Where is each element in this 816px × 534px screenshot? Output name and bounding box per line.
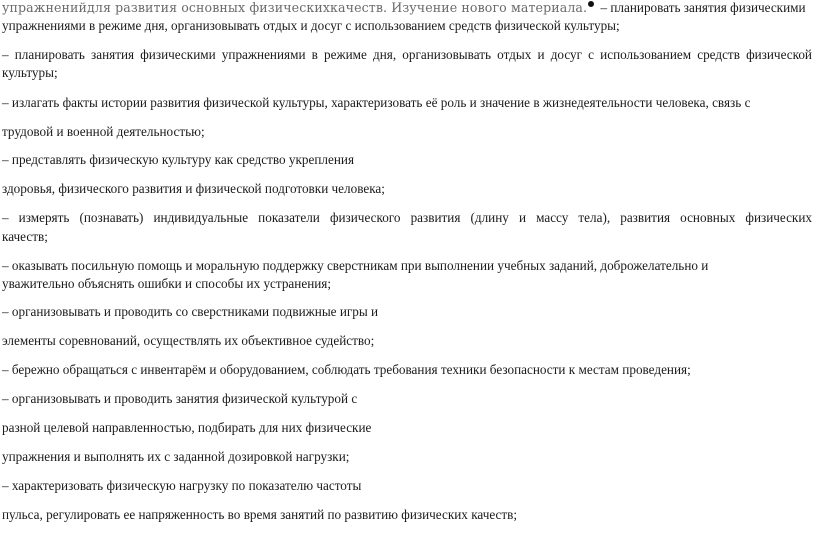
text-line: упражнениями в режиме дня, организовывать отдых и досуг с использованием средств физической культуры;: [2, 18, 620, 33]
text-line: [2, 47, 812, 63]
text-line: пульса, регулировать ее напряженность во время занятий по развитию физических качеств;: [2, 507, 518, 522]
text-line: разной целевой направленностью, подбирать для них физические: [2, 420, 372, 435]
bullet-icon: [588, 1, 594, 7]
text-line: – бережно обращаться с инвентарём и оборудованием, соблюдать требования техники безопасности к местам проведения;: [2, 362, 691, 377]
text-line: – излагать факты истории развития физической культуры, характеризовать её роль и значение в жизнедеятельности человека, связь с: [2, 95, 751, 110]
heading-line: [2, 0, 806, 16]
text-line: – организовывать и проводить со сверстниками подвижные игры и: [2, 304, 379, 319]
line-text: – планировать занятия физическими: [597, 0, 806, 15]
text-line: – характеризовать физическую нагрузку по показателю частоты: [2, 478, 362, 493]
text-line: культуры;: [2, 65, 58, 80]
text-line: качеств;: [2, 229, 48, 244]
text-line: – оказывать посильную помощь и моральную поддержку сверстникам при выполнении учебных заданий, доброжелательно и: [2, 258, 709, 273]
text-line: элементы соревнований, осуществлять их объективное судейство;: [2, 333, 375, 348]
text-line: – представлять физическую культуру как средство укрепления: [2, 152, 355, 167]
text-line: уважительно объяснять ошибки и способы их устранения;: [2, 276, 332, 291]
text-line: – организовывать и проводить занятия физической культурой с: [2, 391, 358, 406]
text-line: трудовой и военной деятельностью;: [2, 124, 205, 139]
text-line: [2, 210, 812, 226]
lesson-heading: упражненийдля развития основных физическихкачеств. Изучение нового материала.: [2, 0, 588, 15]
text-line: упражнения и выполнять их с заданной дозировкой нагрузки;: [2, 449, 350, 464]
justified-text: – планировать занятия физическими упражнениями в режиме дня, организовывать отдых и досуг с использованием средств физической: [2, 47, 812, 62]
justified-text: – измерять (познавать) индивидуальные показатели физического развития (длину и массу тела), развития основных физических: [2, 210, 812, 225]
text-line: здоровья, физического развития и физической подготовки человека;: [2, 181, 385, 196]
